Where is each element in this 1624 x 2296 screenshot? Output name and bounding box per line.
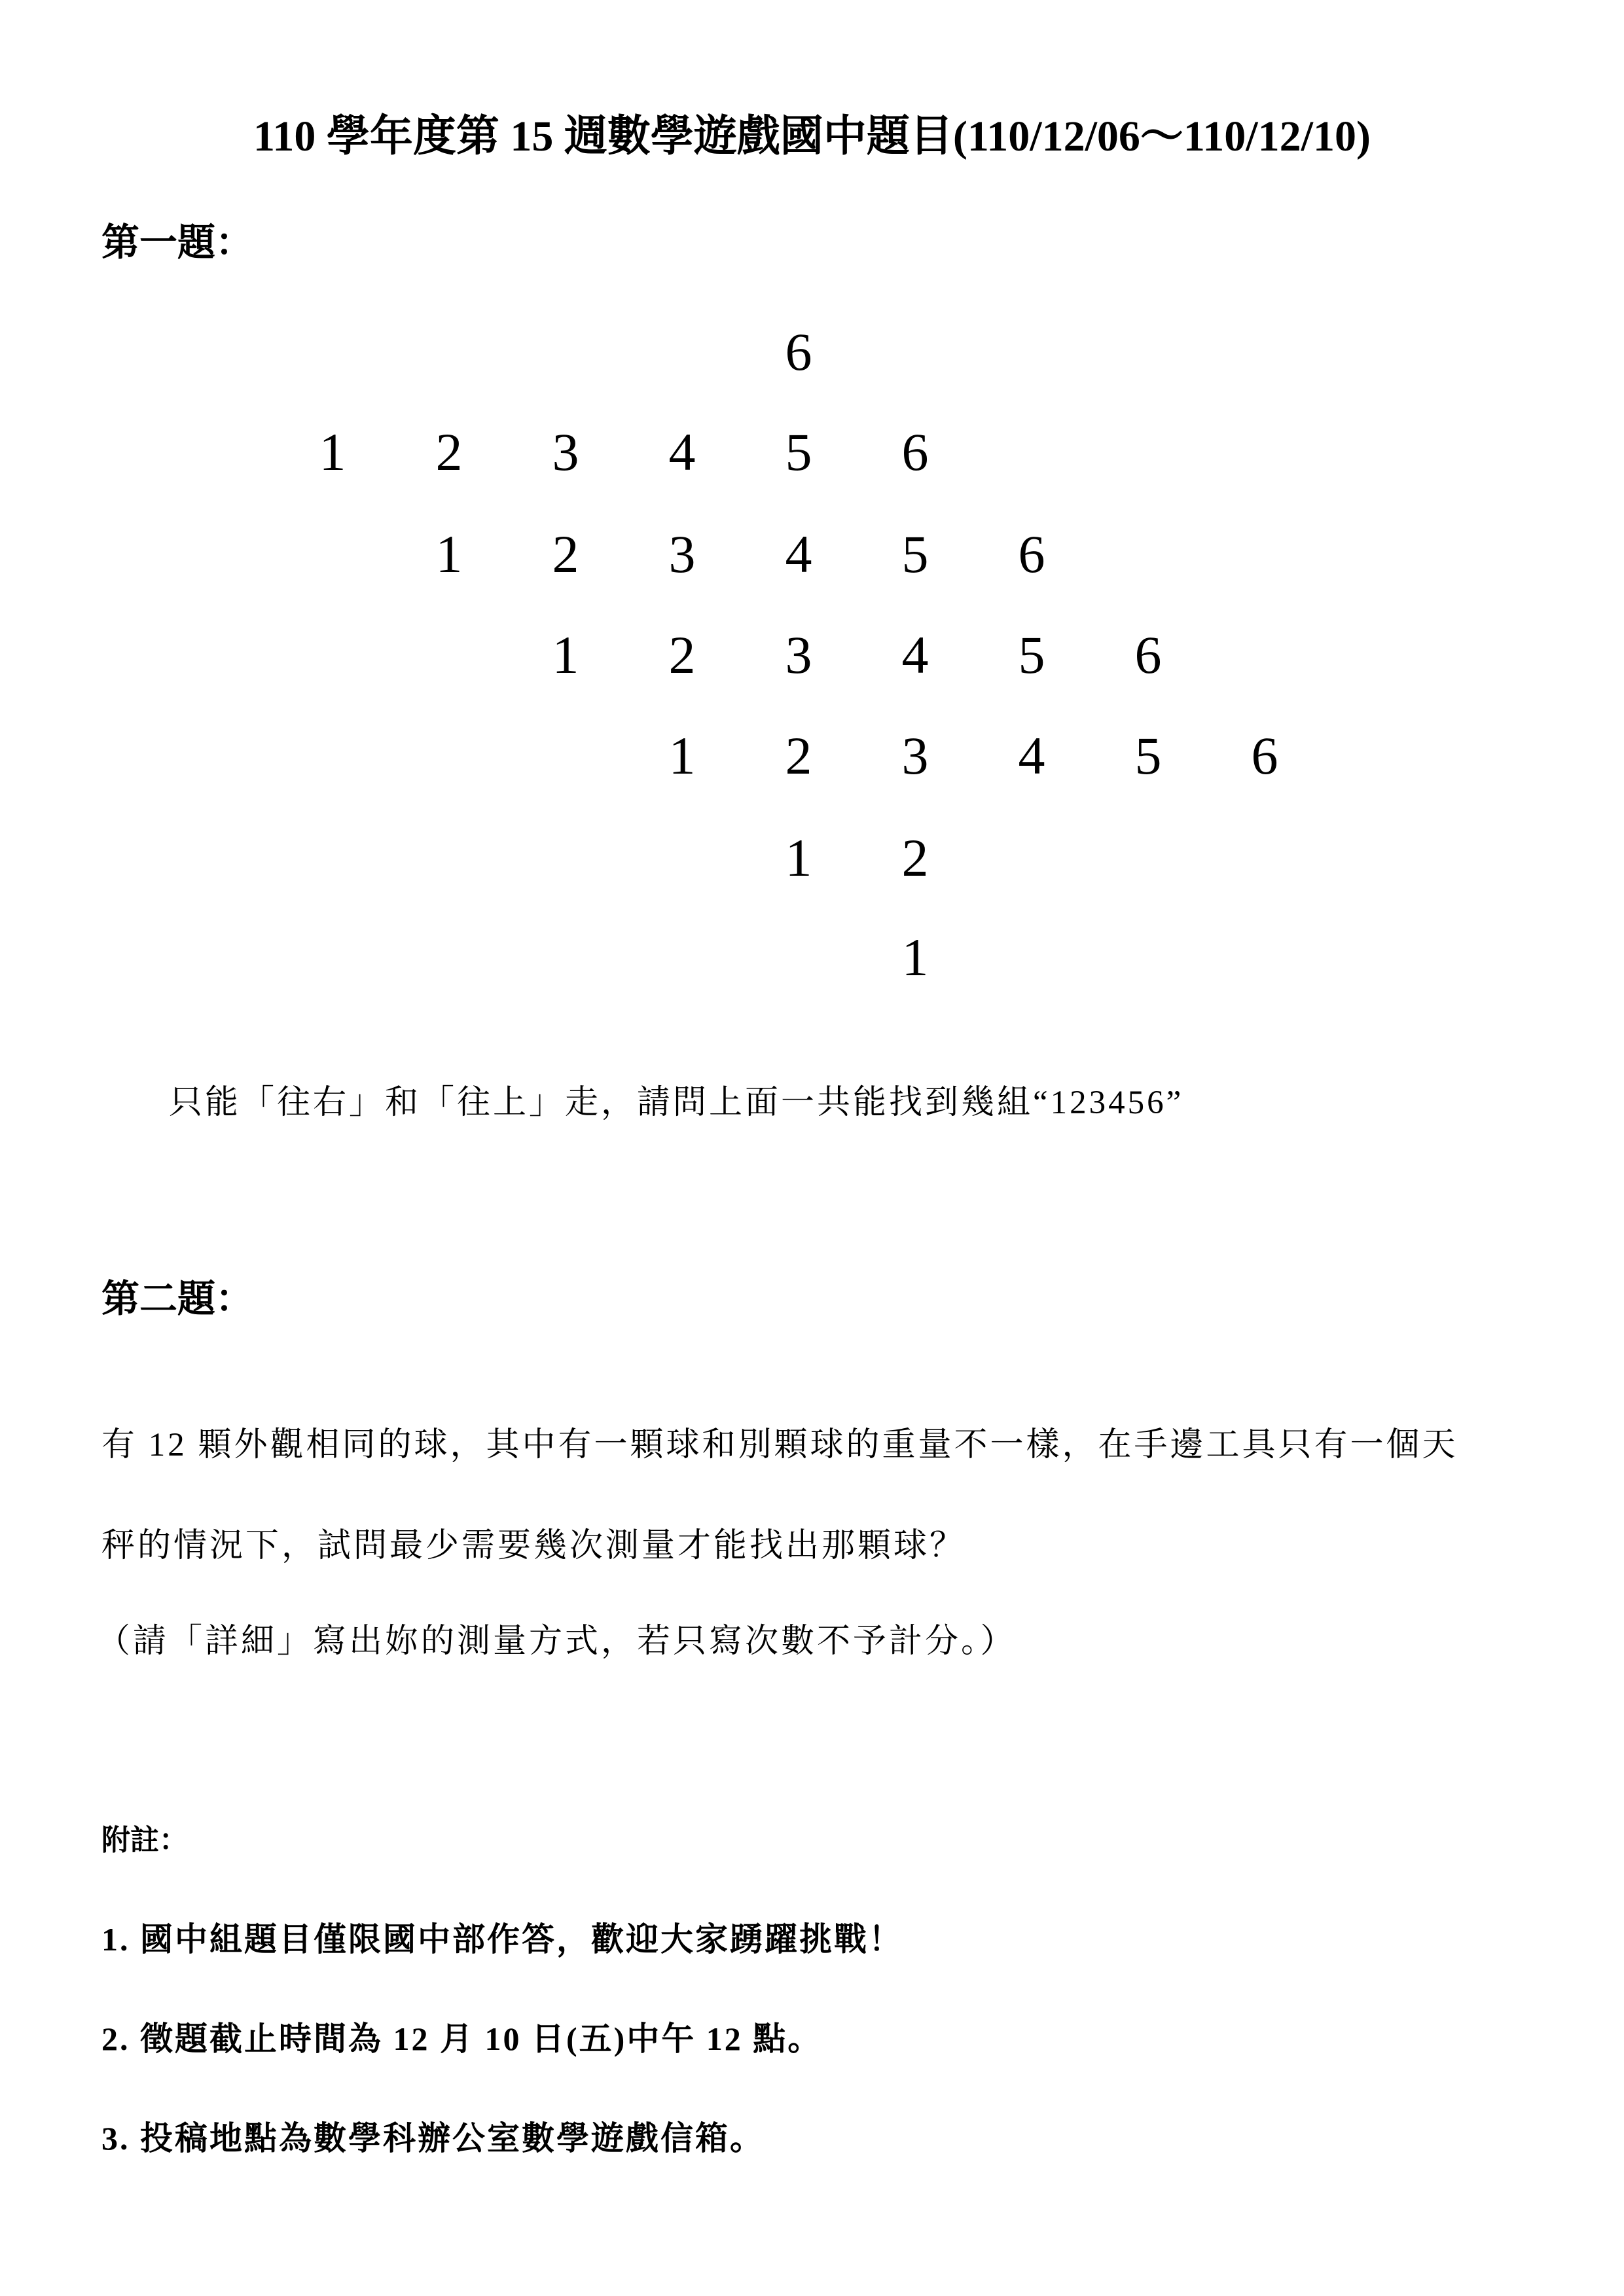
grid-cell: 3: [668, 524, 696, 584]
grid-cell: 2: [435, 422, 463, 482]
grid-cell: 5: [901, 524, 929, 584]
grid-cell: 5: [785, 422, 812, 482]
grid-cell: 5: [1134, 726, 1162, 785]
grid-cell: 6: [1018, 524, 1045, 584]
grid-cell: 1: [785, 828, 812, 888]
question-2-heading: 第二題：: [101, 1278, 254, 1320]
question-1-instruction: 只能「往右」和「往上」走，請問上面一共能找到幾組“123456”: [169, 1085, 1184, 1121]
grid-cell: 4: [1018, 726, 1045, 785]
grid-cell: 1: [668, 726, 696, 785]
grid-cell: 2: [785, 726, 812, 785]
page-title: 110 學年度第 15 週數學遊戲國中題目(110/12/06～110/12/10): [253, 113, 1371, 160]
grid-cell: 4: [668, 422, 696, 482]
question-2-line-2: 秤的情況下，試問最少需要幾次測量才能找出那顆球？: [101, 1528, 966, 1564]
grid-cell: 3: [901, 726, 929, 785]
grid-cell: 2: [901, 828, 929, 888]
grid-cell: 1: [319, 422, 346, 482]
grid-cell: 3: [785, 625, 812, 685]
grid-cell: 6: [785, 322, 812, 382]
grid-cell: 6: [1134, 625, 1162, 685]
grid-cell: 2: [552, 524, 579, 584]
grid-cell: 3: [552, 422, 579, 482]
question-2-line-1: 有 12 顆外觀相同的球，其中有一顆球和別顆球的重量不一樣，在手邊工具只有一個天: [101, 1427, 1458, 1463]
note-item-3: 3. 投稿地點為數學科辦公室數學遊戲信箱。: [101, 2120, 765, 2157]
grid-cell: 2: [668, 625, 696, 685]
grid-cell: 5: [1018, 625, 1045, 685]
grid-cell: 1: [901, 927, 929, 987]
grid-cell: 1: [552, 625, 579, 685]
note-item-1: 1. 國中組題目僅限國中部作答，歡迎大家踴躍挑戰！: [101, 1921, 903, 1958]
note-item-2: 2. 徵題截止時間為 12 月 10 日(五)中午 12 點。: [101, 2020, 823, 2057]
grid-cell: 6: [901, 422, 929, 482]
grid-cell: 4: [901, 625, 929, 685]
grid-cell: 1: [435, 524, 463, 584]
notes-label: 附註：: [101, 1824, 188, 1856]
grid-cell: 4: [785, 524, 812, 584]
question-1-heading: 第一題：: [101, 221, 254, 264]
grid-cell: 6: [1251, 726, 1278, 785]
question-2-line-3: （請「詳細」寫出妳的測量方式，若只寫次數不予計分。）: [97, 1623, 1017, 1660]
